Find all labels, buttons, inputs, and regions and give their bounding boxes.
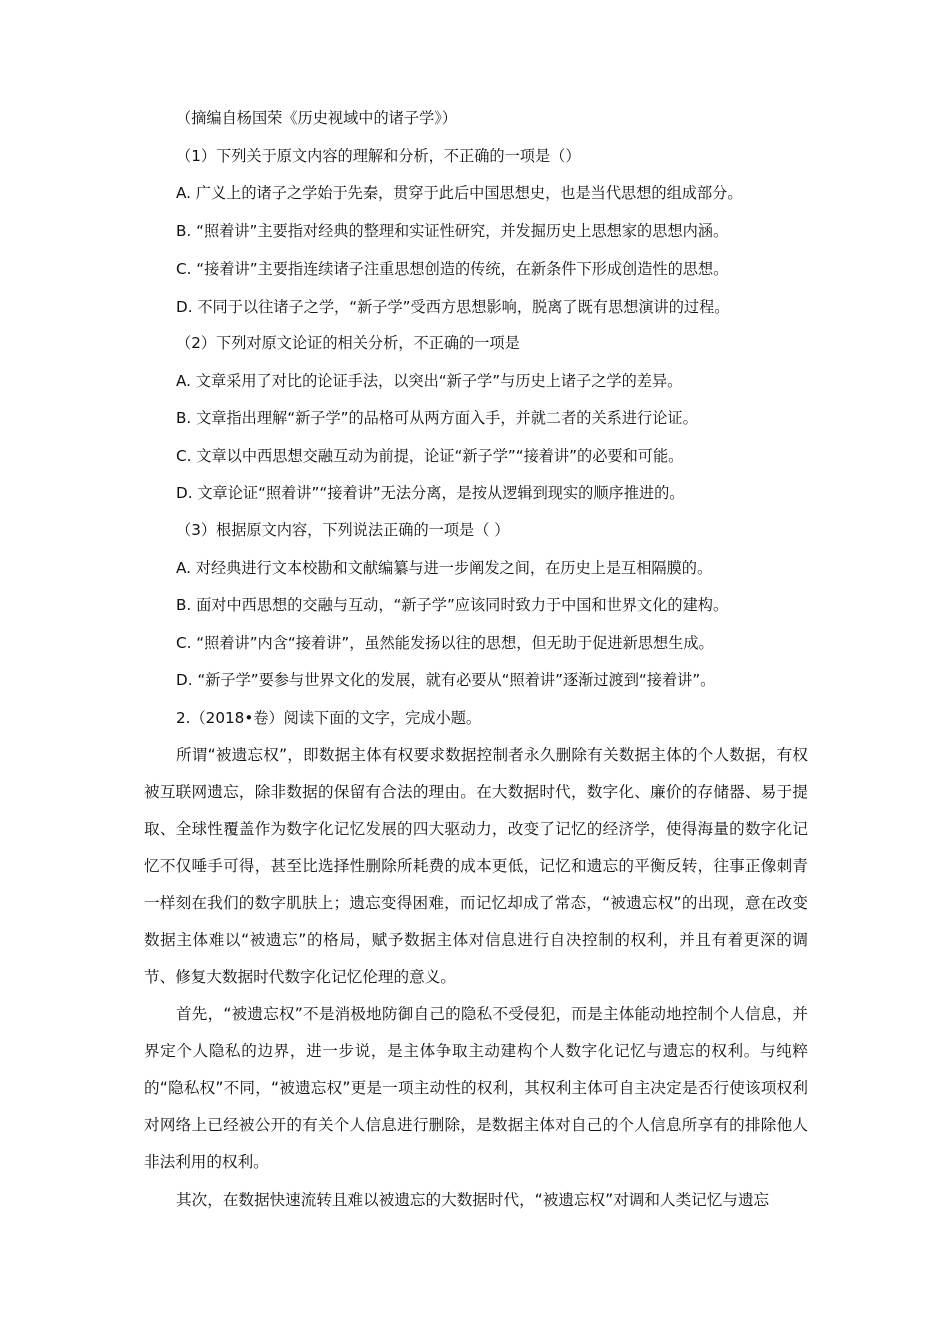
question-1-stem: （1）下列关于原文内容的理解和分析，不正确的一项是（） xyxy=(176,147,581,165)
question-2-option-c: C. 文章以中西思想交融互动为前提，论证“新子学”“接着讲”的必要和可能。 xyxy=(176,447,684,465)
question-2-option-a: A. 文章采用了对比的论证手法，以突出“新子学”与历史上诸子之学的差异。 xyxy=(176,372,683,390)
question-3-option-a: A. 对经典进行文本校勘和文献编纂与进一步阐发之间，在历史上是互相隔膜的。 xyxy=(176,559,713,577)
passage-paragraph: 首先，“被遗忘权”不是消极地防御自己的隐私不受侵犯，而是主体能动地控制个人信息，并界定个人隐私的边界，进一步说，是主体争取主动建构个人数字化记忆与遗忘的权利。与纯粹的“隐私权”不同，“被遗忘权”更是一项主动性的权利，其权利主体可自主决定是否行使该项权利对网络上已经被公开的有关个人信息进行删除，是数据主体对自己的个人信息所享有的排除他人非法利用的权利。 xyxy=(144,1005,808,1171)
reading-question-heading: 2.（2018•卷）阅读下面的文字，完成小题。 xyxy=(176,709,482,727)
question-1-option-c: C. “接着讲”主要指连续诸子注重思想创造的传统，在新条件下形成创造性的思想。 xyxy=(176,260,729,278)
passage-paragraph: 其次，在数据快速流转且难以被遗忘的大数据时代，“被遗忘权”对调和人类记忆与遗忘 xyxy=(176,1191,770,1209)
question-2-option-d: D. 文章论证“照着讲”“接着讲”无法分离，是按从逻辑到现实的顺序推进的。 xyxy=(176,484,685,502)
question-1-option-d: D. 不同于以往诸子之学，“新子学”受西方思想影响，脱离了既有思想演讲的过程。 xyxy=(176,298,730,316)
source-note: （摘编自杨国荣《历史视域中的诸子学》） xyxy=(176,109,457,127)
question-1-option-a: A. 广义上的诸子之学始于先秦，贯穿于此后中国思想史，也是当代思想的组成部分。 xyxy=(176,184,743,202)
question-3-option-c: C. “照着讲”内含“接着讲”，虽然能发扬以往的思想，但无助于促进新思想生成。 xyxy=(176,634,714,652)
passage-paragraph: 所谓“被遗忘权”，即数据主体有权要求数据控制者永久删除有关数据主体的个人数据，有权被互联网遗忘，除非数据的保留有合法的理由。在大数据时代，数字化、廉价的存储器、易于提取、全球性覆盖作为数字化记忆发展的四大驱动力，改变了记忆的经济学，使得海量的数字化记忆不仅唾手可得，甚至比选择性删除所耗费的成本更低，记忆和遗忘的平衡反转，往事正像刺青一样刻在我们的数字肌肤上；遗忘变得困难，而记忆却成了常态，“被遗忘权”的出现，意在改变数据主体难以“被遗忘”的格局，赋予数据主体对信息进行自决控制的权利，并且有着更深的调节、修复大数据时代数字化记忆伦理的意义。 xyxy=(144,746,808,986)
question-2-option-b: B. 文章指出理解“新子学”的品格可从两方面入手，并就二者的关系进行论证。 xyxy=(176,409,698,427)
question-2-stem: （2）下列对原文论证的相关分析，不正确的一项是 xyxy=(176,334,520,352)
question-3-stem: （3）根据原文内容，下列说法正确的一项是（ ） xyxy=(176,521,510,539)
question-3-option-d: D. “新子学”要参与世界文化的发展，就有必要从“照着讲”逐渐过渡到“接着讲”。 xyxy=(176,671,716,689)
question-3-option-b: B. 面对中西思想的交融与互动，“新子学”应该同时致力于中国和世界文化的建构。 xyxy=(176,596,729,614)
question-1-option-b: B. “照着讲”主要指对经典的整理和实证性研究，并发掘历史上思想家的思想内涵。 xyxy=(176,222,729,240)
